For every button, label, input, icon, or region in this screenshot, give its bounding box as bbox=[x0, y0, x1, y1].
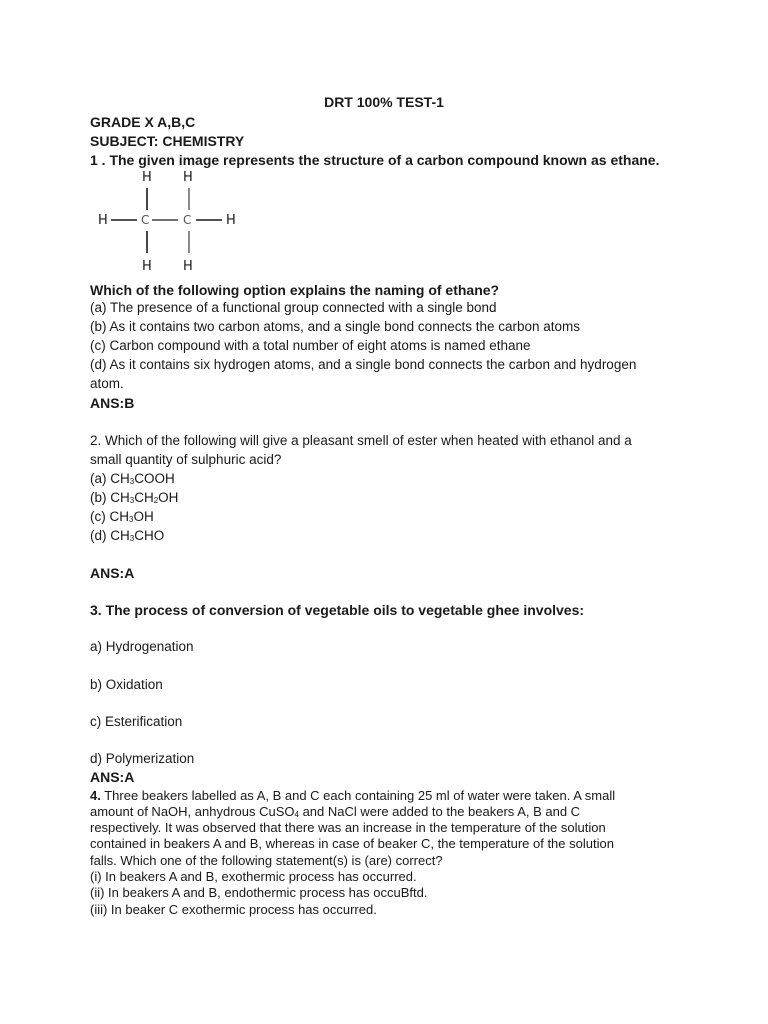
question-3-text: 3. The process of conversion of vegetable oils to vegetable ghee involves: bbox=[90, 602, 585, 618]
question-1-text: 1 . The given image represents the structure of a carbon compound known as ethane. bbox=[90, 152, 660, 168]
question-2-line-2: small quantity of sulphuric acid? bbox=[90, 452, 282, 467]
question-1-prompt: Which of the following option explains the naming of ethane? bbox=[90, 282, 500, 298]
question-4-line-5: falls. Which one of the following statement(s) is (are) correct? bbox=[90, 853, 443, 868]
q1-answer: ANS:B bbox=[90, 395, 135, 411]
q2-option-a: (a) $CH_3COOH$ bbox=[90, 471, 175, 486]
question-4-line-1: 4. Three beakers labelled as A, B and C each containing 25 ml of water were taken. A small bbox=[90, 788, 616, 803]
q3-answer: ANS:A bbox=[90, 769, 135, 785]
q2-option-b: (b) $CH_3CH_2OH$ bbox=[90, 490, 179, 505]
question-2-line-1: 2. Which of the following will give a pleasant smell of ester when heated with ethanol and a bbox=[90, 433, 632, 448]
q2-option-c: (c) $CH_3OH$ bbox=[90, 509, 154, 524]
q3-option-a: a) Hydrogenation bbox=[90, 639, 194, 654]
question-4-line-4: contained in beakers A and B, whereas in case of beaker C, the temperature of the solution bbox=[90, 836, 614, 851]
q2-option-d: (d) $CH_3CHO$ bbox=[90, 528, 165, 543]
atom-c-1: C bbox=[141, 213, 150, 227]
q3-option-c: c) Esterification bbox=[90, 714, 183, 729]
question-4-line-3: respectively. It was observed that there was an increase in the temperature of the solution bbox=[90, 820, 606, 835]
q4-statement-i: (i) In beakers A and B, exothermic process has occurred. bbox=[90, 869, 417, 884]
q4-statement-iii: (iii) In beaker C exothermic process has occurred. bbox=[90, 902, 377, 917]
q2-answer: ANS:A bbox=[90, 565, 135, 581]
atom-h-top-2: H bbox=[183, 170, 193, 185]
atom-h-bottom-1: H bbox=[142, 259, 152, 274]
q1-option-d-cont: atom. bbox=[90, 376, 124, 391]
q1-option-c: (c) Carbon compound with a total number of eight atoms is named ethane bbox=[90, 338, 531, 353]
q1-option-d: (d) As it contains six hydrogen atoms, and a single bond connects the carbon and hydrogen bbox=[90, 357, 637, 372]
atom-c-2: C bbox=[183, 213, 192, 227]
q3-option-b: b) Oxidation bbox=[90, 677, 163, 692]
subject-line: SUBJECT: CHEMISTRY bbox=[90, 133, 245, 149]
atom-h-bottom-2: H bbox=[183, 259, 193, 274]
grade-line: GRADE X A,B,C bbox=[90, 114, 196, 130]
q3-option-d: d) Polymerization bbox=[90, 751, 195, 766]
question-4-line-2: amount of NaOH, anhydrous CuSO$_4$ and NaCl were added to the beakers A, B and C bbox=[90, 804, 581, 819]
ethane-structure-diagram bbox=[92, 166, 252, 276]
atom-h-right: H bbox=[226, 213, 236, 228]
atom-h-top-1: H bbox=[142, 170, 152, 185]
q1-option-b: (b) As it contains two carbon atoms, and a single bond connects the carbon atoms bbox=[90, 319, 581, 334]
q1-option-a: (a) The presence of a functional group connected with a single bond bbox=[90, 300, 497, 315]
atom-h-left: H bbox=[98, 213, 108, 228]
q4-statement-ii: (ii) In beakers A and B, endothermic process has occuBftd. bbox=[90, 885, 428, 900]
test-title: DRT 100% TEST-1 bbox=[324, 94, 444, 110]
